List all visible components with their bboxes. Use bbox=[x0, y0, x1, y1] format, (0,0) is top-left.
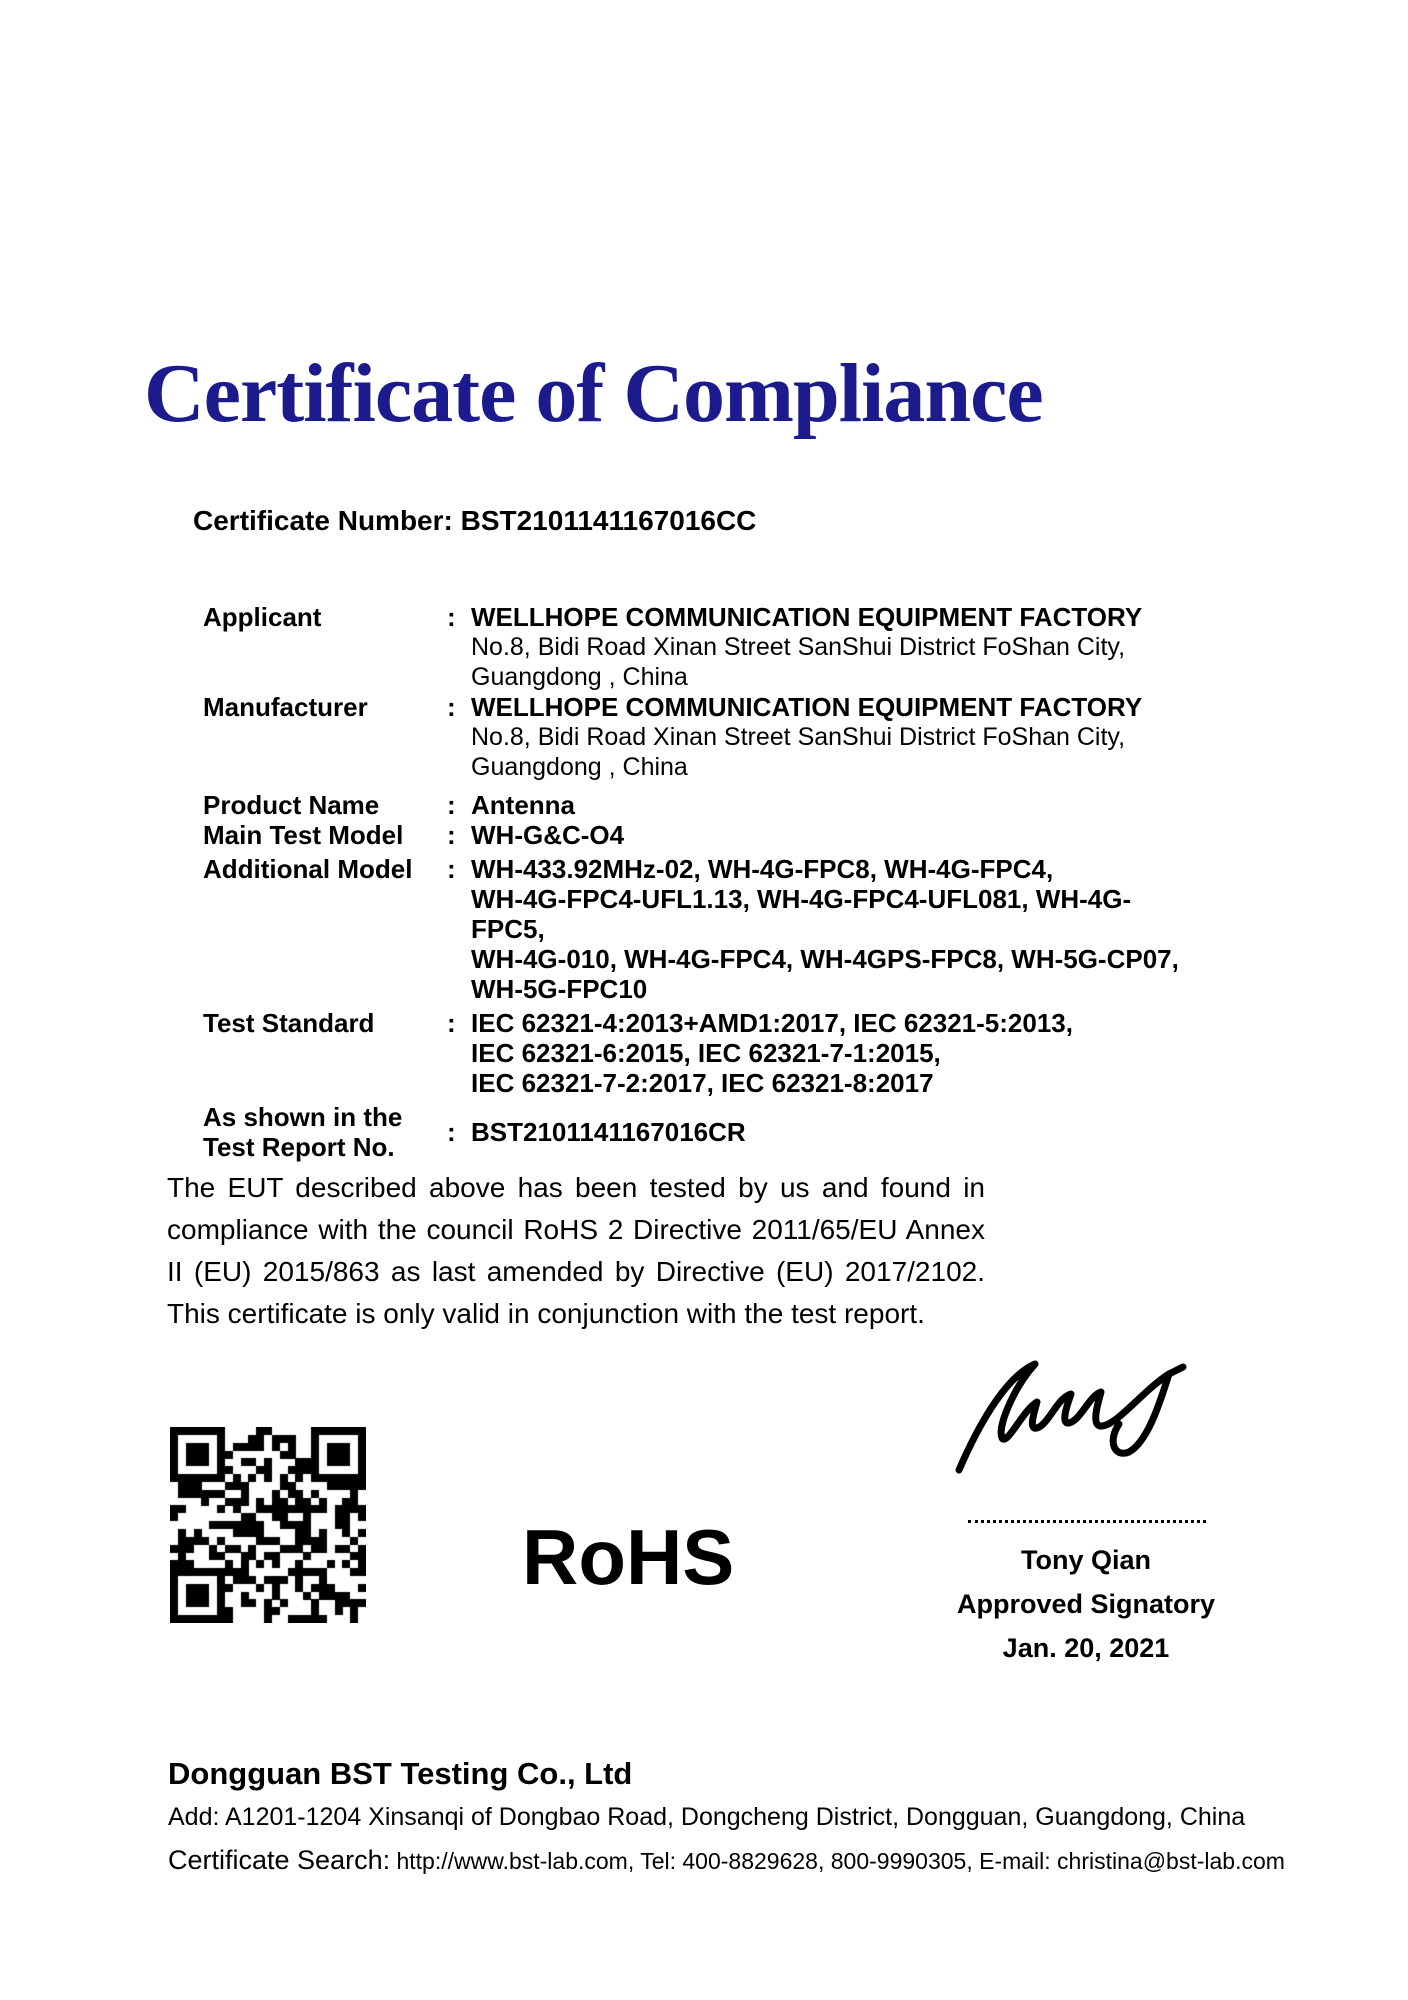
test-report-label bbox=[203, 1102, 447, 1162]
manufacturer-label: Manufacturer bbox=[203, 692, 368, 722]
additional-model-line: WH-4G-FPC4-UFL1.13, WH-4G-FPC4-UFL081, WH-4G-FPC5, bbox=[471, 884, 1132, 944]
manufacturer-address-line2: Guangdong , China bbox=[471, 753, 688, 781]
manufacturer-company: WELLHOPE COMMUNICATION EQUIPMENT FACTORY bbox=[471, 692, 1143, 722]
manufacturer-colon: : bbox=[447, 692, 456, 722]
certificate-number: Certificate Number: BST2101141167016CC bbox=[193, 505, 757, 536]
additional-model-colon: : bbox=[447, 854, 456, 884]
certificate-fields bbox=[203, 602, 1203, 1162]
product-name-value: Antenna bbox=[471, 790, 575, 820]
rohs-logo: RoHS bbox=[522, 1513, 735, 1601]
manufacturer-address-line1: No.8, Bidi Road Xinan Street SanShui District FoShan City, bbox=[471, 723, 1126, 751]
signature-line bbox=[968, 1500, 1206, 1523]
applicant-value bbox=[471, 602, 1203, 692]
applicant-company: WELLHOPE COMMUNICATION EQUIPMENT FACTORY bbox=[471, 602, 1143, 632]
product-name-colon: : bbox=[447, 790, 456, 820]
qr-code bbox=[170, 1427, 366, 1623]
signatory-name: Tony Qian bbox=[1020, 1545, 1151, 1575]
test-report-colon: : bbox=[447, 1117, 456, 1147]
test-standard-label: Test Standard bbox=[203, 1008, 375, 1038]
signatory-date: Jan. 20, 2021 bbox=[1002, 1633, 1170, 1663]
applicant-label: Applicant bbox=[203, 602, 322, 632]
signature bbox=[945, 1348, 1195, 1488]
footer-search-label: Certificate Search: bbox=[168, 1845, 391, 1875]
main-test-model-colon: : bbox=[447, 820, 456, 850]
test-standard-line: IEC 62321-4:2013+AMD1:2017, IEC 62321-5:2013, bbox=[471, 1008, 1073, 1038]
applicant-colon: : bbox=[447, 602, 456, 632]
additional-model-label: Additional Model bbox=[203, 854, 413, 884]
main-test-model-label: Main Test Model bbox=[203, 820, 404, 850]
main-test-model-value: WH-G&C-O4 bbox=[471, 820, 625, 850]
signatory-block bbox=[930, 1538, 1242, 1670]
test-standard-value bbox=[471, 1008, 1203, 1098]
footer-certificate-search bbox=[168, 1845, 1285, 1876]
test-standard-colon: : bbox=[447, 1008, 456, 1038]
signatory-role: Approved Signatory bbox=[956, 1589, 1216, 1619]
compliance-paragraph: The EUT described above has been tested by us and found in compliance with the council RoHS 2 Directive 2011/65/EU Annex II (EU) 2015/863 as last amended by Directive (EU) 2017/2102. This certificate is only valid in conjunction with the test report. bbox=[167, 1172, 985, 1329]
additional-model-line: WH-433.92MHz-02, WH-4G-FPC8, WH-4G-FPC4, bbox=[471, 854, 1054, 884]
test-report-value: BST2101141167016CR bbox=[471, 1117, 746, 1147]
footer-address: Add: A1201-1204 Xinsanqi of Dongbao Road, Dongcheng District, Dongguan, Guangdong, China bbox=[168, 1803, 1246, 1831]
additional-model-line: WH-4G-010, WH-4G-FPC4, WH-4GPS-FPC8, WH-5G-CP07, bbox=[471, 944, 1179, 974]
additional-model-line: WH-5G-FPC10 bbox=[471, 974, 648, 1004]
test-standard-line: IEC 62321-6:2015, IEC 62321-7-1:2015, bbox=[471, 1038, 941, 1068]
applicant-address-line1: No.8, Bidi Road Xinan Street SanShui District FoShan City, bbox=[471, 633, 1126, 661]
manufacturer-value bbox=[471, 692, 1203, 782]
test-standard-line: IEC 62321-7-2:2017, IEC 62321-8:2017 bbox=[471, 1068, 934, 1098]
applicant-address-line2: Guangdong , China bbox=[471, 663, 688, 691]
additional-model-value bbox=[471, 854, 1203, 1004]
test-report-label-line2: Test Report No. bbox=[203, 1132, 395, 1162]
product-name-label: Product Name bbox=[203, 790, 380, 820]
field-test-report bbox=[203, 1102, 1203, 1162]
page-title: Certificate of Compliance bbox=[144, 347, 1043, 440]
footer-company-name: Dongguan BST Testing Co., Ltd bbox=[168, 1756, 633, 1791]
test-report-label-line1: As shown in the bbox=[203, 1102, 403, 1132]
footer-search-contacts: http://www.bst-lab.com, Tel: 400-8829628, 800-9990305, E-mail: christina@bst-lab.com bbox=[390, 1848, 1285, 1874]
